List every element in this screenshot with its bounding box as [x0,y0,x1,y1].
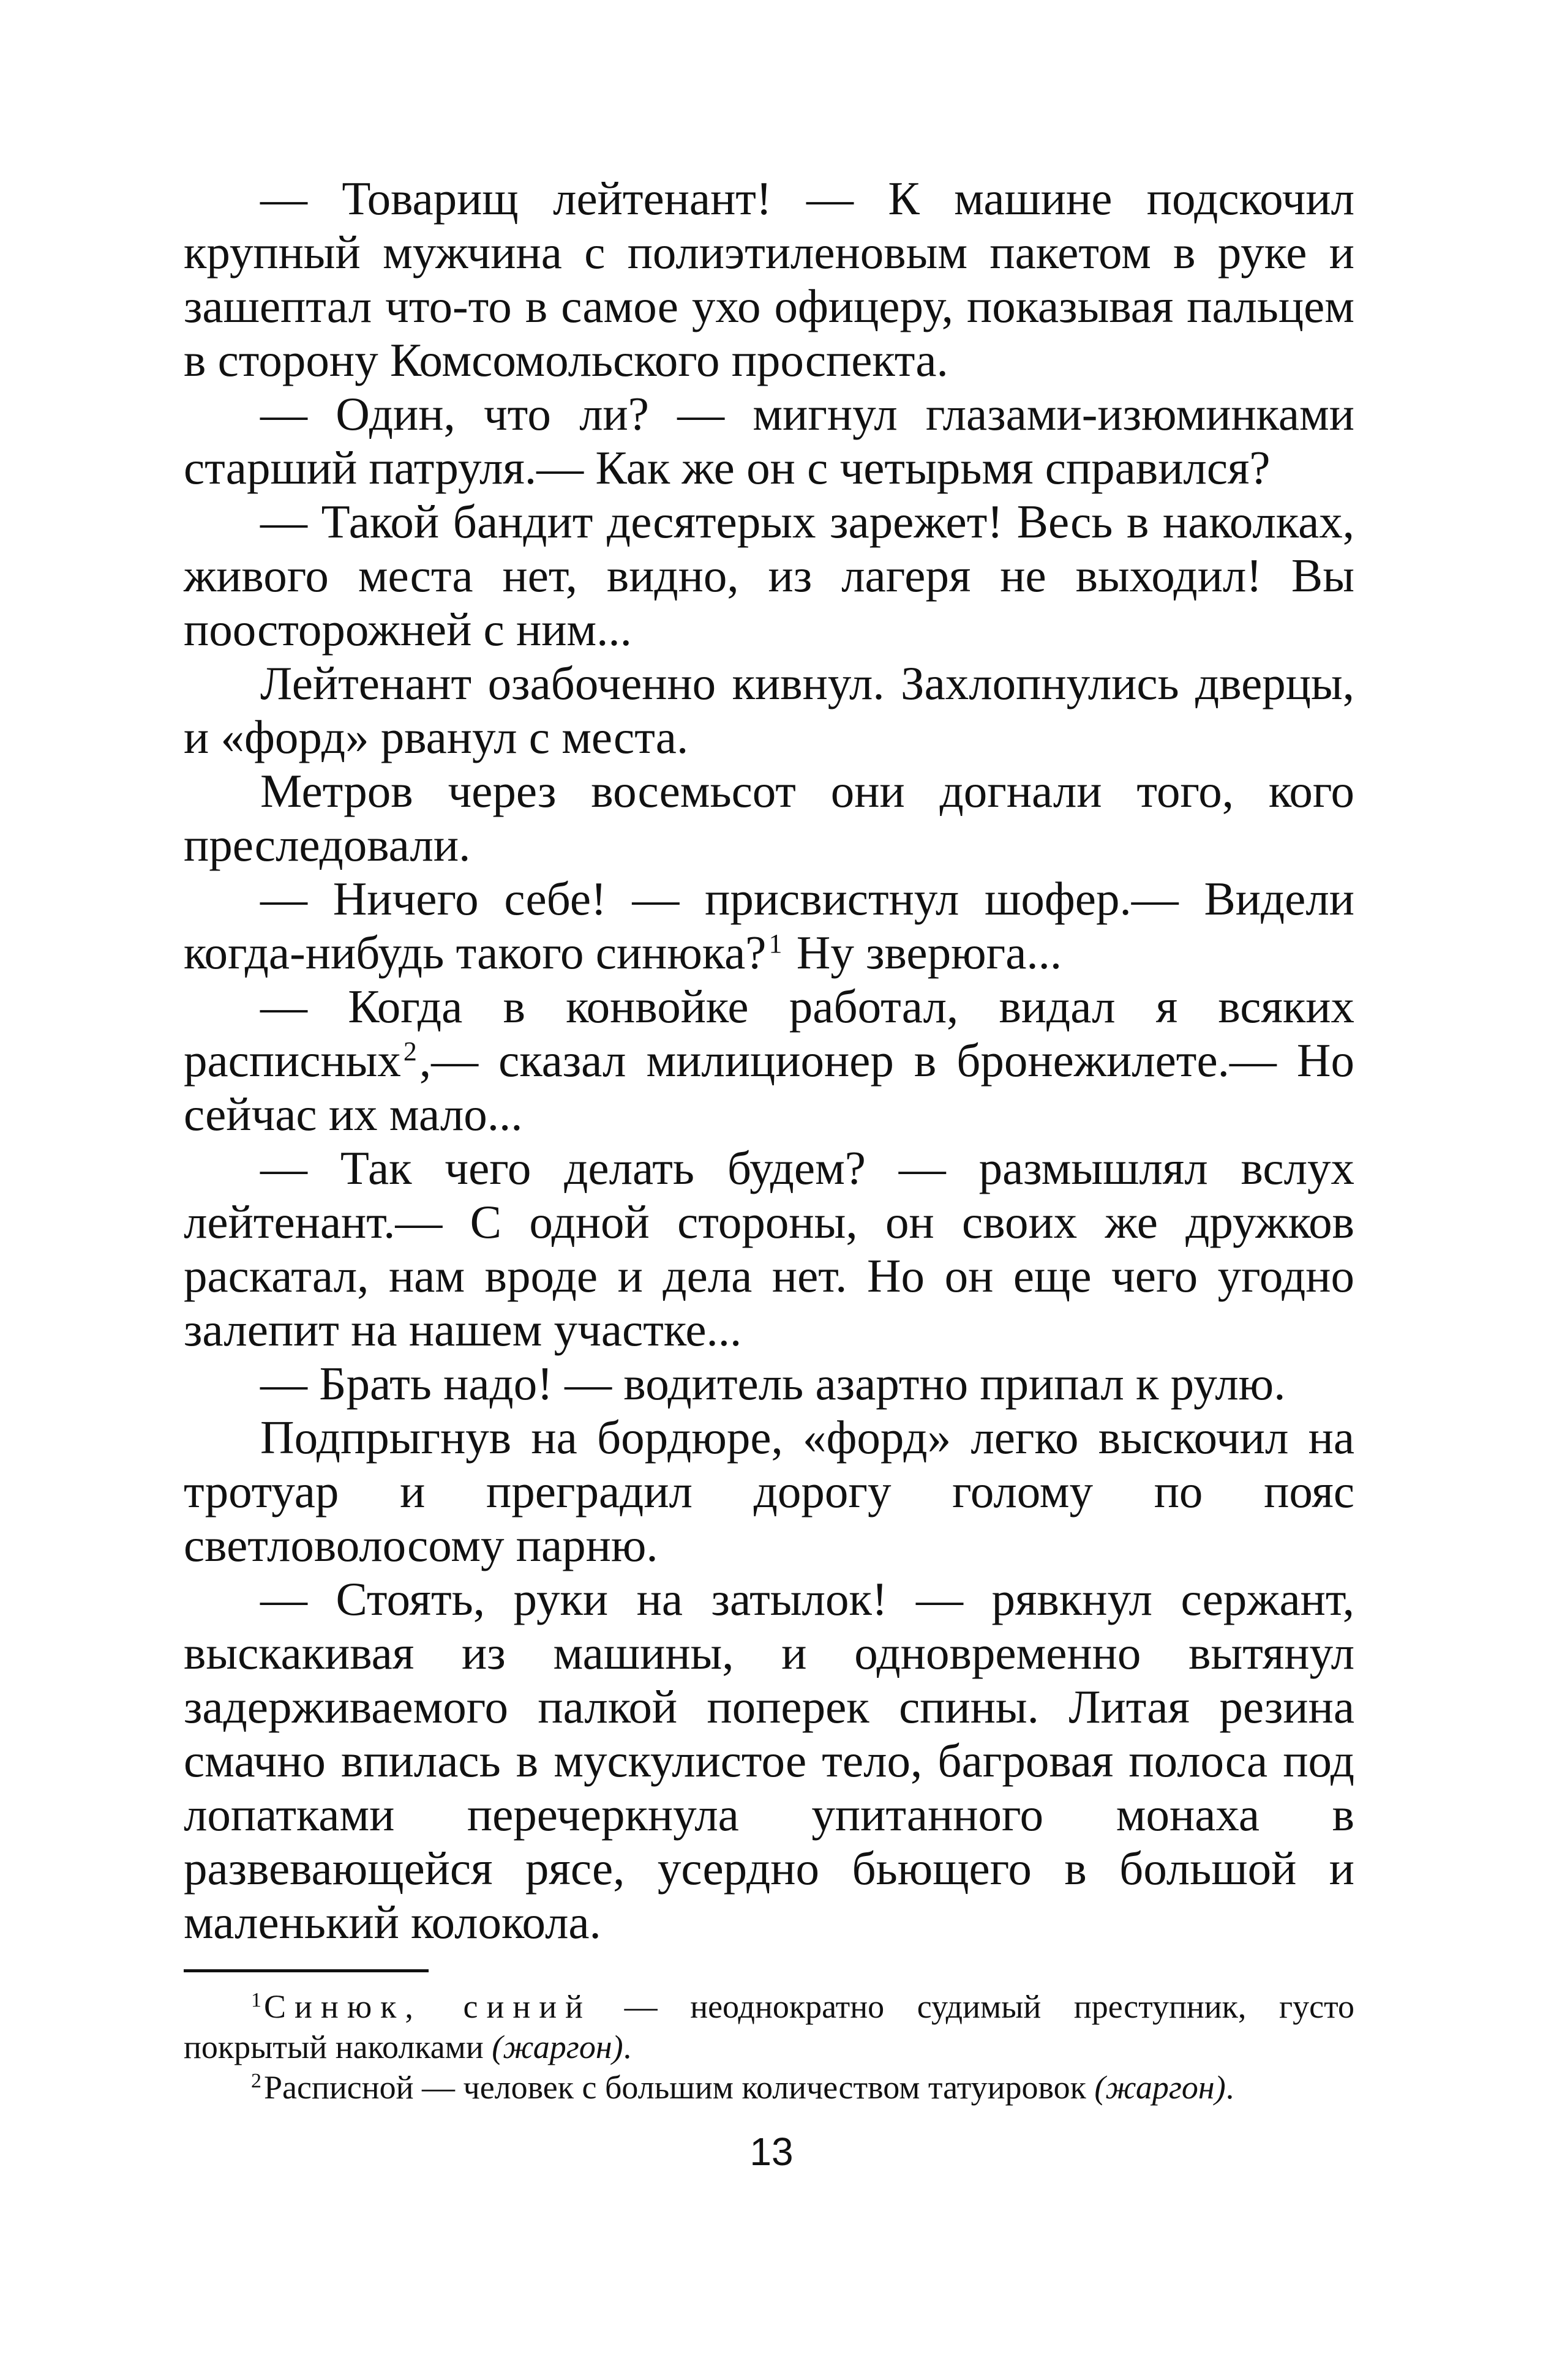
paragraph-10: Подпрыгнув на бордюре, «форд» легко выскочил на тротуар и преградил дорогу голому по пояс светловолосому парню. [184,1411,1354,1571]
paragraph-8: — Так чего делать будем? — размышлял вслух лейтенант.— С одной стороны, он своих же дружков раскатал, нам вроде и дела нет. Но он еще чего угодно залепит на нашем участке... [184,1142,1354,1356]
main-text [184,171,1354,1949]
paragraph-2: — Один, что ли? — мигнул глазами-изюминками старший патруля.— Как же он с четырьмя справился? [184,387,1354,494]
footnote-2-note: (жаргон) [1094,2069,1226,2106]
footnote-2-text: — человек с большим количеством татуировок [413,2069,1095,2106]
paragraph-9: — Брать надо! — водитель азартно припал к рулю. [260,1357,1286,1410]
footnote-1-note: (жаргон) [492,2029,623,2065]
footnotes [184,1986,1354,2108]
footnote-separator [184,1969,429,1972]
footnote-ref-1: 1 [768,929,783,959]
footnote-2-end: . [1225,2069,1234,2106]
paragraph-4: Лейтенант озабоченно кивнул. Захлопнулись дверцы, и «форд» рванул с места. [184,657,1354,763]
paragraph-7-text-after: ,— сказал милиционер в бронежилете.— Но сейчас их мало... [184,1034,1354,1140]
footnote-2 [184,2067,1354,2108]
paragraph-7-text-before: — Когда в конвойке работал, видал я всяких расписных [184,980,1354,1087]
footnote-1-term: Синюк, синий [264,1988,592,2025]
footnote-1-end: . [623,2029,632,2065]
page-number: 13 [749,2130,794,2174]
footnote-ref-2: 2 [403,1036,417,1066]
paragraph-1: — Товарищ лейтенант! — К машине подскочил крупный мужчина с полиэтиленовым пакетом в руке и зашептал что-то в самое ухо офицеру, показывая пальцем в сторону Комсомольского проспекта. [184,172,1354,386]
paragraph-11: — Стоять, руки на затылок! — рявкнул сержант, выскакивая из машины, и одновременно вытянул задерживаемого палкой поперек спины. Литая резина смачно впилась в мускулистое тело, багровая полоса под лопатками перечеркнула упитанного монаха в развевающейся рясе, усердно бьющего в большой и маленький колокола. [184,1573,1354,1948]
footnote-2-term: Расписной [264,2069,414,2106]
paragraph-3: — Такой бандит десятерых зарежет! Весь в наколках, живого места нет, видно, из лагеря не выходил! Вы поосторожней с ним... [184,495,1354,656]
footnote-1-text: — неоднократно судимый преступник, густо покрытый наколками [184,1988,1354,2065]
paragraph-6 [184,872,1354,979]
paragraph-6-text-after: Ну зверюга... [784,926,1062,979]
footnote-2-mark: 2 [251,2070,261,2092]
paragraph-5: Метров через восемьсот они догнали того, кого преследовали. [184,765,1354,871]
paragraph-7 [184,979,1354,1141]
paragraph-6-text-before: — Ничего себе! — присвистнул шофер.— Видели когда-нибудь такого синюка? [184,872,1354,979]
footnote-1 [184,1986,1354,2067]
footnote-1-mark: 1 [251,1989,261,2011]
